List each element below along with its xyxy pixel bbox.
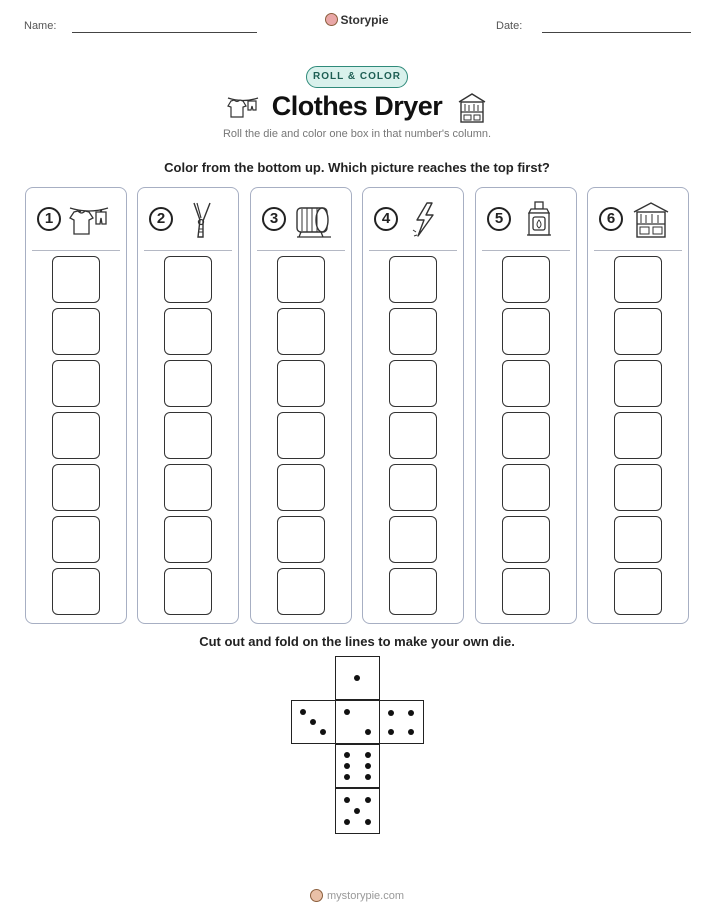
color-box[interactable] — [389, 464, 437, 511]
die-pip — [365, 752, 371, 758]
column-number: 2 — [149, 207, 173, 231]
clothesline-icon — [68, 200, 110, 240]
column-number: 5 — [487, 207, 511, 231]
column-divider — [594, 250, 682, 251]
date-line[interactable] — [542, 32, 691, 33]
name-line[interactable] — [72, 32, 257, 33]
column-number: 1 — [37, 207, 61, 231]
die-pip — [365, 763, 371, 769]
color-box[interactable] — [502, 412, 550, 459]
color-box[interactable] — [164, 568, 212, 615]
color-box[interactable] — [164, 516, 212, 563]
column-1 — [25, 187, 127, 624]
column-number: 3 — [262, 207, 286, 231]
color-box[interactable] — [164, 308, 212, 355]
color-box[interactable] — [502, 360, 550, 407]
footer — [0, 889, 714, 902]
footer-url[interactable]: mystorypie.com — [326, 890, 405, 902]
color-box[interactable] — [52, 360, 100, 407]
lightning-icon — [405, 200, 447, 240]
die-pip — [365, 774, 371, 780]
column-3 — [250, 187, 352, 624]
die-pip — [320, 729, 326, 735]
color-box[interactable] — [502, 308, 550, 355]
die-pip — [408, 729, 414, 735]
die-pip — [365, 729, 371, 735]
die-pip — [365, 819, 371, 825]
dryer-drum-icon — [293, 200, 335, 240]
die-pip — [344, 819, 350, 825]
cabinet-icon — [456, 92, 488, 124]
color-box[interactable] — [164, 360, 212, 407]
column-divider — [482, 250, 570, 251]
die-face-2 — [335, 700, 380, 744]
color-box[interactable] — [389, 568, 437, 615]
die-face-4 — [379, 700, 424, 744]
color-box[interactable] — [389, 516, 437, 563]
color-box[interactable] — [502, 256, 550, 303]
die-face-1 — [335, 656, 380, 700]
color-box[interactable] — [277, 568, 325, 615]
subtitle: Roll the die and color one box in that number's column. — [222, 128, 492, 140]
color-box[interactable] — [52, 308, 100, 355]
color-box[interactable] — [277, 360, 325, 407]
die-pip — [388, 729, 394, 735]
color-box[interactable] — [614, 568, 662, 615]
column-divider — [369, 250, 457, 251]
color-box[interactable] — [502, 516, 550, 563]
die-pip — [408, 710, 414, 716]
page-title: Clothes Dryer — [271, 91, 443, 121]
die-face-6 — [335, 744, 380, 788]
die-pip — [388, 710, 394, 716]
die-pip — [344, 797, 350, 803]
color-box[interactable] — [164, 464, 212, 511]
die-pip — [344, 774, 350, 780]
color-box[interactable] — [52, 412, 100, 459]
die-pip — [344, 752, 350, 758]
color-box[interactable] — [389, 308, 437, 355]
die-pip — [344, 709, 350, 715]
die-pip — [344, 763, 350, 769]
date-label: Date: — [496, 20, 523, 32]
color-box[interactable] — [277, 256, 325, 303]
die-instruction: Cut out and fold on the lines to make your own die. — [199, 634, 515, 649]
roll-color-badge: ROLL & COLOR — [306, 66, 408, 88]
color-box[interactable] — [52, 464, 100, 511]
fireplace-icon — [518, 200, 560, 240]
color-box[interactable] — [502, 464, 550, 511]
die-pip — [354, 808, 360, 814]
color-box[interactable] — [389, 256, 437, 303]
die-pip — [354, 675, 360, 681]
column-number: 4 — [374, 207, 398, 231]
color-box[interactable] — [277, 464, 325, 511]
color-box[interactable] — [614, 464, 662, 511]
column-2 — [137, 187, 239, 624]
brand-name: Storypie — [340, 13, 389, 27]
color-box[interactable] — [614, 256, 662, 303]
color-box[interactable] — [389, 360, 437, 407]
color-box[interactable] — [164, 256, 212, 303]
storypie-logo-icon — [310, 889, 323, 902]
color-box[interactable] — [614, 516, 662, 563]
brand — [0, 13, 714, 27]
column-number: 6 — [599, 207, 623, 231]
column-5 — [475, 187, 577, 624]
color-box[interactable] — [614, 412, 662, 459]
color-box[interactable] — [277, 516, 325, 563]
die-pip — [310, 719, 316, 725]
color-box[interactable] — [52, 516, 100, 563]
color-box[interactable] — [614, 360, 662, 407]
color-box[interactable] — [389, 412, 437, 459]
instruction: Color from the bottom up. Which picture reaches the top first? — [164, 160, 550, 175]
color-box[interactable] — [52, 568, 100, 615]
color-box[interactable] — [164, 412, 212, 459]
die-pip — [300, 709, 306, 715]
column-4 — [362, 187, 464, 624]
color-box[interactable] — [277, 412, 325, 459]
column-divider — [32, 250, 120, 251]
color-box[interactable] — [502, 568, 550, 615]
clothespin-icon — [180, 200, 222, 240]
column-divider — [144, 250, 232, 251]
color-box[interactable] — [52, 256, 100, 303]
storypie-logo-icon — [325, 13, 338, 26]
color-box[interactable] — [277, 308, 325, 355]
column-6 — [587, 187, 689, 624]
die-face-5 — [335, 788, 380, 834]
column-divider — [257, 250, 345, 251]
die-face-3 — [291, 700, 336, 744]
color-box[interactable] — [614, 308, 662, 355]
cabinet-icon — [630, 200, 672, 240]
name-label: Name: — [24, 20, 57, 32]
die-pip — [365, 797, 371, 803]
